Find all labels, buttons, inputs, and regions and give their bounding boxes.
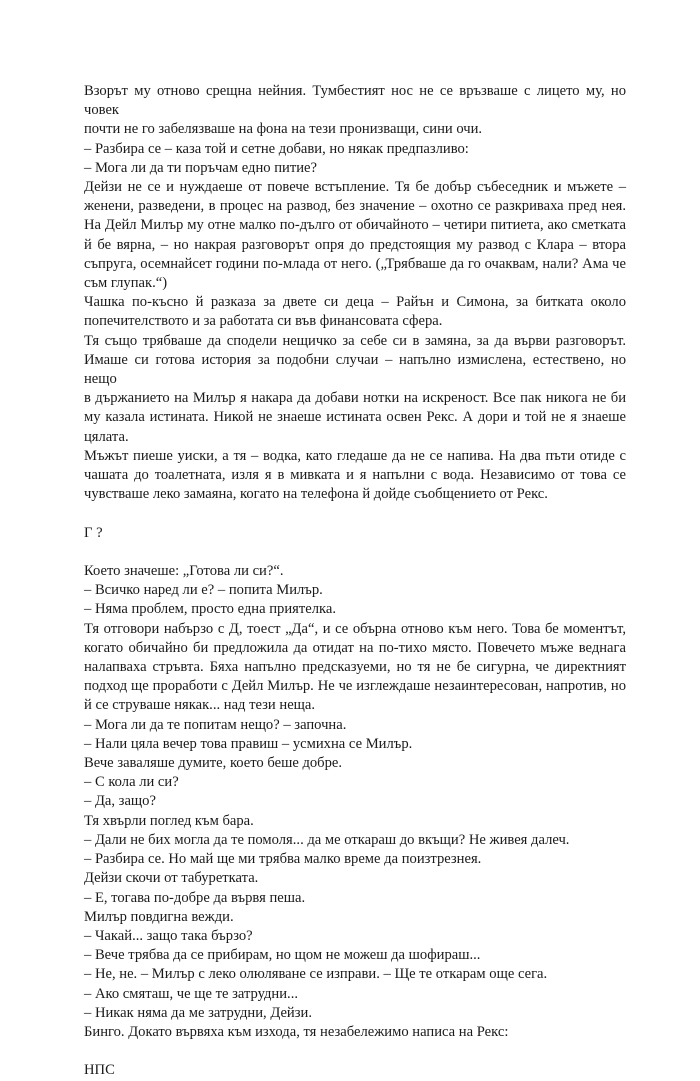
text-line: съм глупак.“) [84,275,168,292]
text-line: попечителството и за работата си във финансовата сфера. [84,313,443,330]
document-page [84,82,626,1081]
text-line: Г ? [84,524,103,541]
text-line: когато обичайно би предложила да отидат на по-тихо място. Повечето мъже веднага [84,639,626,656]
text-line: Което значеше: „Готова ли си?“. [84,563,284,580]
text-line: в държанието на Милър я накара да добави нотки на искреност. Все пак никога не би [84,390,626,407]
text-line: – Разбира се – каза той и сетне добави, но някак предпазливо: [84,140,469,157]
text-line: – Ако смяташ, че ще те затрудни... [84,985,298,1002]
text-line: – Разбира се. Но май ще ми трябва малко време да поизтрезнея. [84,851,482,868]
text-line: – Вече трябва да се прибирам, но щом не можеш да шофираш... [84,947,481,964]
text-line: Бинго. Докато вървяха към изхода, тя незабележимо написа на Рекс: [84,1023,509,1040]
text-line: й бе вярна, – но накрая разговорът опря до предстоящия му развод с Клара – втора [84,236,626,253]
blank-line [84,543,626,562]
text-line: му казала истината. Никой не знаеше истината освен Рекс. А дори и той не я знаеше [84,409,626,426]
text-line: Милър повдигна вежди. [84,908,234,925]
text-line: – Е, тогава по-добре да вървя пеша. [84,889,306,906]
text-line: – Никак няма да ме затрудни, Дейзи. [84,1004,312,1021]
text-line: – Мога ли да те попитам нещо? – започна. [84,716,347,733]
text-line: – Дали не бих могла да те помоля... да ме откараш до вкъщи? Не живея далеч. [84,831,570,848]
text-line: чашата до тоалетната, изля я в мивката и я напълни с вода. Независимо от това се [84,467,626,484]
blank-line [84,504,626,523]
blank-line [84,1042,626,1061]
text-line: Тя отговори набързо с Д, тоест „Да“, и се обърна отново към него. Това бе моментът, [84,620,626,637]
text-line: чувстваше леко замаяна, когато на телефона й дойде съобщението от Рекс. [84,486,548,503]
text-line: – Мога ли да ти поръчам едно питие? [84,159,317,176]
text-line: – С кола ли си? [84,774,179,791]
text-line: – Чакай... защо така бързо? [84,927,253,944]
text-line: – Всичко наред ли е? – попита Милър. [84,582,323,599]
text-line: – Нали цяла вечер това правиш – усмихна се Милър. [84,735,413,752]
text-line: Тя хвърли поглед към бара. [84,812,254,829]
text-line: Тя също трябваше да сподели нещичко за себе си в замяна, за да върви разговорът. [84,332,626,349]
text-line: Вече заваляше думите, което беше добре. [84,755,343,772]
text-line: Имаше си готова история за подобни случаи – напълно измислена, естествено, но нещо [84,351,626,388]
text-line: женени, разведени, в процес на развод, без значение – охотно се разкриваха пред нея. [84,198,626,215]
text-line: – Да, защо? [84,793,156,810]
text-line: Дейзи не се и нуждаеше от повече встъпление. Тя бе добър събеседник и мъжете – [84,179,626,196]
text-line: На Дейл Милър му отне малко по-дълго от обичайното – четири питиета, ако сметката [84,217,626,234]
text-line: почти не го забелязваше на фона на тези пронизващи, сини очи. [84,121,483,138]
text-line: Дейзи скочи от табуретката. [84,870,259,887]
text-line: Мъжът пиеше уиски, а тя – водка, като гледаше да не се напива. На два пъти отиде с [84,447,626,464]
text-line: цялата. [84,428,129,445]
text-line: й се струваше някак... над тези неща. [84,697,316,714]
text-line: НПС [84,1062,115,1079]
text-line: – Няма проблем, просто една приятелка. [84,601,336,618]
text-line: Чашка по-късно й разказа за двете си деца – Райън и Симона, за битката около [84,294,626,311]
text-line: Взорът му отново срещна нейния. Тумбестият нос не се връзваше с лицето му, но човек [84,83,626,119]
text-line: – Не, не. – Милър с леко олюляване се изправи. – Ще те откарам още сега. [84,966,548,983]
text-line: налапваха стръвта. Бяха напълно предсказуеми, но тя не бе сигурна, че директният [84,659,626,676]
text-line: съпруга, осемнайсет години по-млада от него. („Трябваше да го очаквам, нали? Ама че [84,255,626,272]
text-line: подход ще проработи с Дейл Милър. Не че изглеждаше незаинтересован, напротив, но [84,678,626,695]
